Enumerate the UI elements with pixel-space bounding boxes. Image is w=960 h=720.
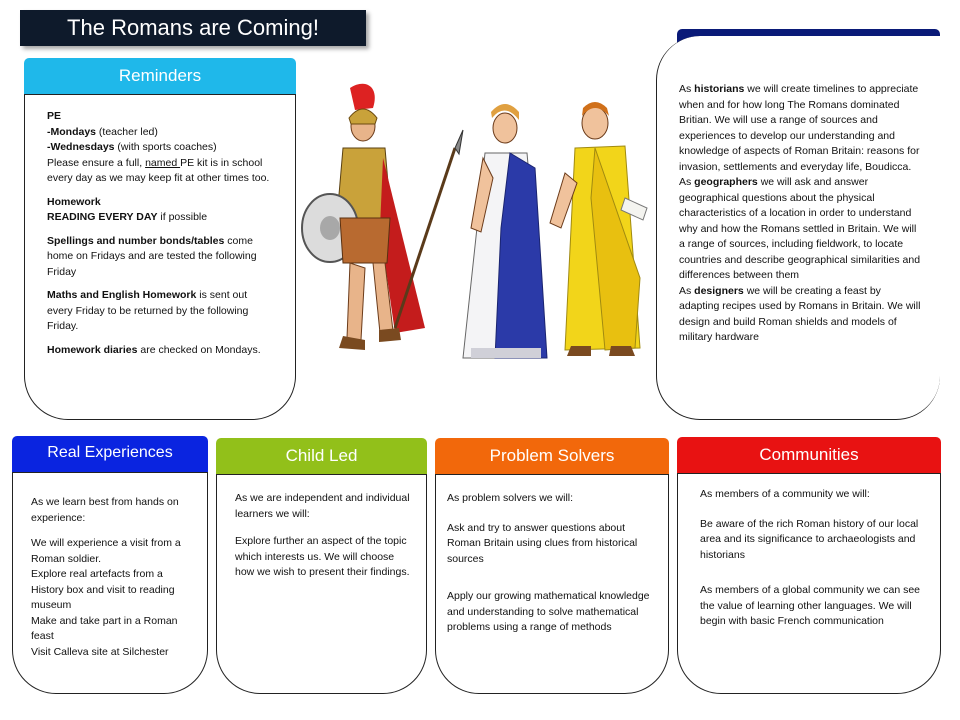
real-experience-item: Explore real artefacts from a History box and visit to reading museum <box>31 568 175 611</box>
pe-wednesday-note: (with sports coaches) <box>114 141 217 153</box>
real-experiences-box <box>12 472 208 694</box>
communities-header: Communities <box>677 437 941 473</box>
pe-kit-text-2: PE kit is in school every day as we may keep fit at other times too. <box>47 156 270 184</box>
maths-text: is sent out every Friday to be returned by the following Friday. <box>47 289 249 332</box>
pe-kit-named: named <box>145 156 181 169</box>
communities-intro: As members of a community we will: <box>700 488 870 500</box>
geographers-pre: As <box>679 176 695 188</box>
child-led-box <box>216 474 427 694</box>
geographers-bold: geographers <box>694 176 758 188</box>
roman-figures-illustration <box>295 78 655 378</box>
roman-woman-figure <box>463 104 547 358</box>
areas-box <box>656 36 940 420</box>
pe-kit-text-1: Please ensure a full, <box>47 156 146 169</box>
child-led-intro: As we are independent and individual learners we will: <box>235 492 410 520</box>
problem-solvers-intro: As problem solvers we will: <box>447 492 574 504</box>
child-led-header: Child Led <box>216 438 427 474</box>
reminders-header: Reminders <box>24 58 296 94</box>
real-experience-item: We will experience a visit from a Roman soldier. <box>31 537 181 565</box>
designers-pre: As <box>679 284 695 297</box>
real-experience-item: Visit Calleva site at Silchester <box>31 645 169 658</box>
communities-p1: Be aware of the rich Roman history of our local area and its significance to archaeologists and historians <box>700 517 919 561</box>
spellings-bold: Spellings and number bonds/tables <box>47 234 225 247</box>
page-title: The Romans are Coming! <box>20 10 366 46</box>
communities-p2: As members of a global community we can see the value of learning other languages. We will begin with basic French communication <box>700 584 921 627</box>
child-led-body: Explore further an aspect of the topic which interests us. We will choose how we wish to present their findings. <box>235 535 410 578</box>
historians-pre: As <box>679 83 695 95</box>
problem-solvers-p2: Apply our growing mathematical knowledge and understanding to solve mathematical problems using a range of methods <box>447 590 650 633</box>
real-experiences-header: Real Experiences <box>12 436 208 472</box>
problem-solvers-header: Problem Solvers <box>435 438 669 474</box>
roman-man-figure <box>550 102 647 356</box>
pe-monday: -Mondays <box>47 125 97 138</box>
homework-heading: Homework <box>47 195 101 208</box>
reminders-box <box>24 94 296 420</box>
real-experiences-intro: As we learn best from hands on experience: <box>31 496 179 524</box>
pe-heading: PE <box>47 110 62 122</box>
roman-soldier-figure <box>302 84 463 350</box>
designers-text: we will be creating a feast by adapting recipes used by Romans in Britain. We will design and build Roman shields and models of military hardware <box>679 284 921 343</box>
problem-solvers-p1: Ask and try to answer questions about Roman Britain using clues from historical sources <box>447 521 638 565</box>
real-experience-item: Make and take part in a Roman feast <box>31 614 178 642</box>
problem-solvers-box <box>435 474 669 694</box>
homework-reading: READING EVERY DAY <box>47 211 158 223</box>
geographers-text: we will ask and answer geographical questions about the physical characteristics of a location in order to understand why and how the Romans settled in Britain. We will a range of sources, including fieldwork, to locate countries and describe geographical similarities and differences between them <box>679 176 921 281</box>
diaries-text: are checked on Mondays. <box>137 343 261 356</box>
historians-text: we will create timelines to appreciate when and for how long The Romans dominated Britian. We will use a range of sources and experiences to develop our understanding and knowledge of aspects of Roman Britain: reasons for invasion, settlements and everyday life, Boudicca. <box>679 83 920 173</box>
communities-box <box>677 473 941 694</box>
historians-bold: historians <box>694 83 745 95</box>
spellings-text: come home on Fridays and are tested the following Friday <box>47 234 257 278</box>
pe-wednesday: -Wednesdays <box>47 141 115 153</box>
pe-monday-note: (teacher led) <box>96 125 158 138</box>
diaries-bold: Homework diaries <box>47 343 138 356</box>
designers-bold: designers <box>694 284 744 297</box>
maths-bold: Maths and English Homework <box>47 289 197 301</box>
homework-reading-note: if possible <box>157 211 208 223</box>
